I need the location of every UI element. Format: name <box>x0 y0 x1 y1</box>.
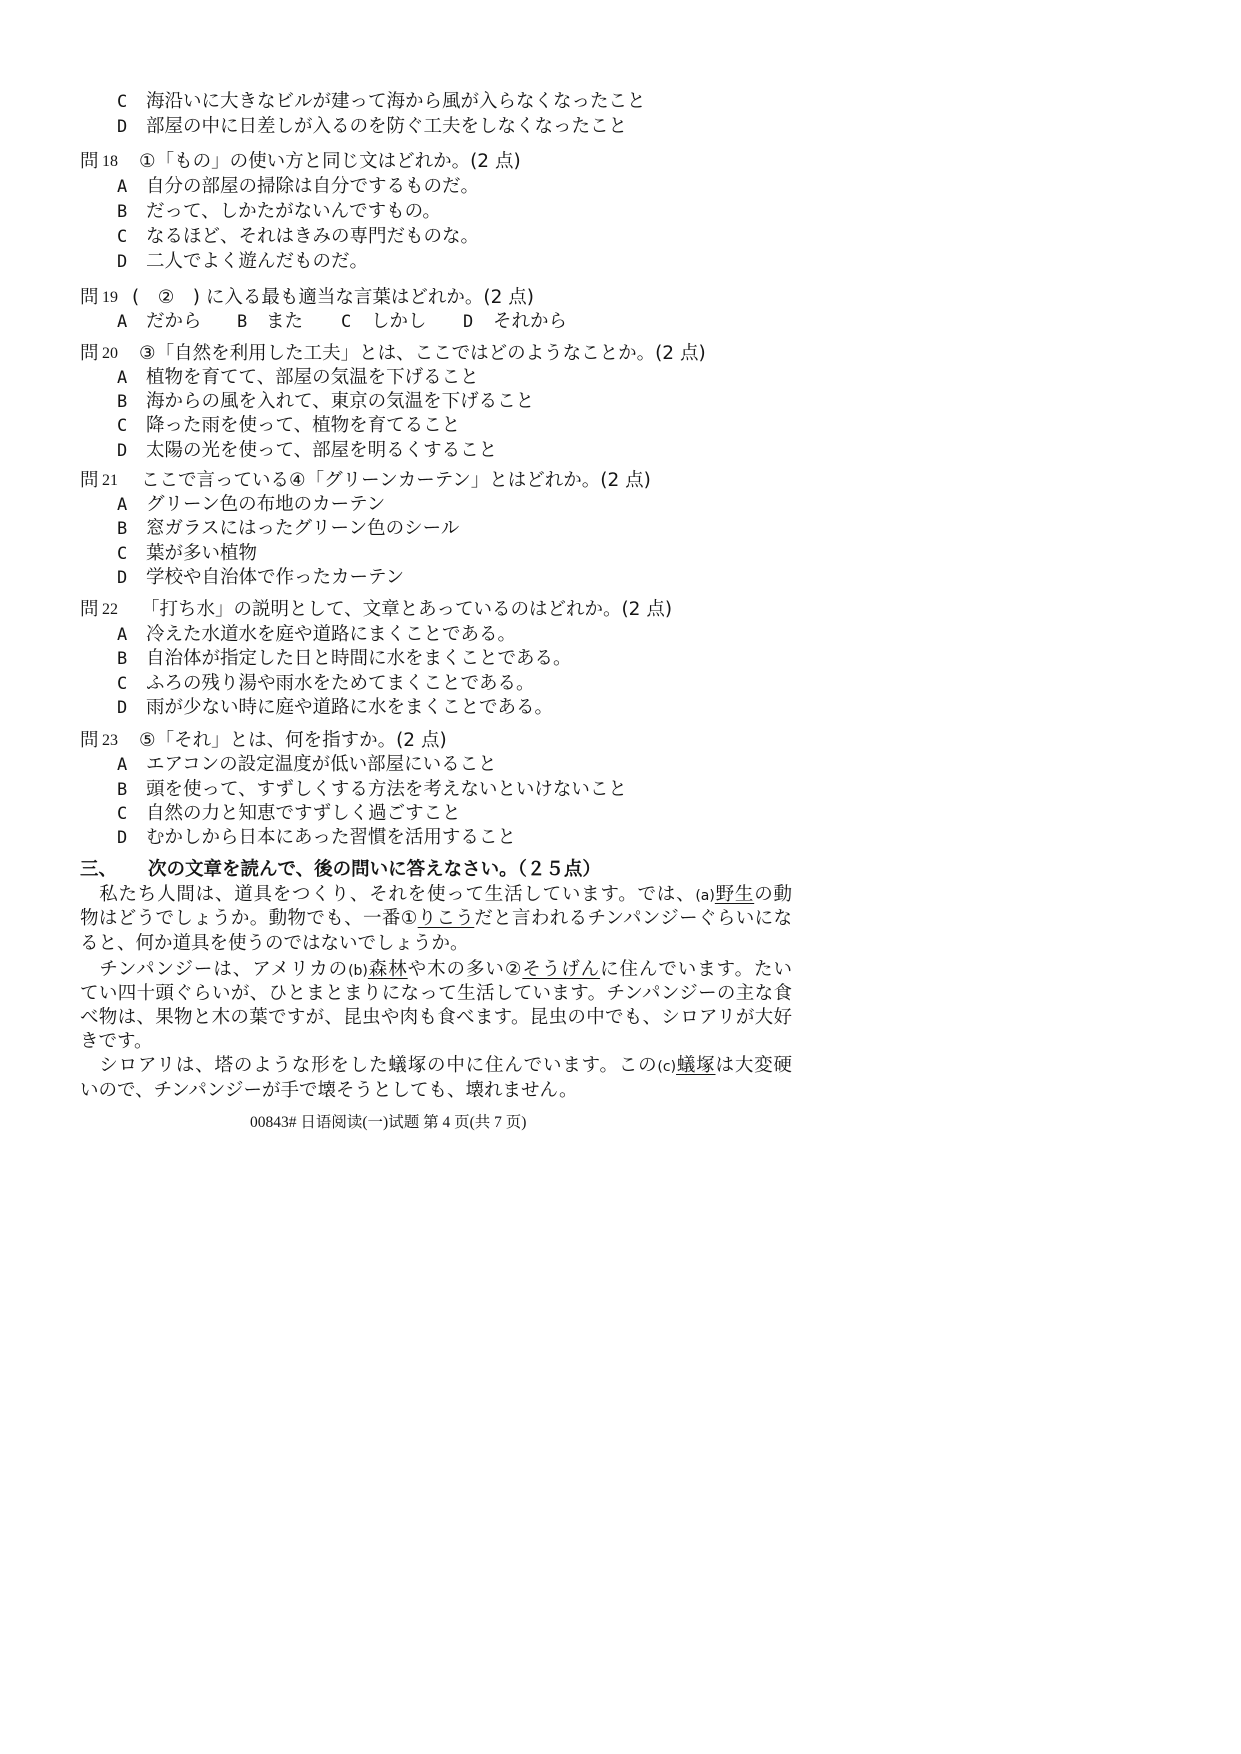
passage-line <box>80 982 792 1006</box>
option-letter: C <box>117 544 128 564</box>
question-number: 18 <box>102 153 118 170</box>
option-text: しかし <box>371 311 427 332</box>
question-header <box>0 150 1241 174</box>
question-header <box>0 469 1241 493</box>
page-footer: 00843# 日语阅读(一)试题 第 4 页(共 7 页) <box>250 1114 527 1131</box>
option-text: また <box>266 311 304 332</box>
underlined-term: 野生 <box>714 884 755 905</box>
option-row <box>0 225 1241 249</box>
option-row <box>0 90 1241 114</box>
passage-text: は大変硬 <box>715 1055 792 1076</box>
passage-text: 物はどうでしょうか。動物でも、一番① <box>80 908 418 929</box>
underlined-term: りこう <box>417 908 475 929</box>
option-letter: D <box>117 568 128 588</box>
option-text: 葉が多い植物 <box>146 543 258 564</box>
question-number: 22 <box>102 601 118 618</box>
passage-text: に住んでいます。たい <box>600 959 792 980</box>
option-letter: A <box>117 177 128 197</box>
passage-text: だと言われるチンパンジーぐらいにな <box>474 908 792 929</box>
option-row <box>0 115 1241 139</box>
question-label: 問 <box>80 599 99 620</box>
question-label: 問 <box>80 730 99 751</box>
passage-line <box>80 1079 792 1103</box>
option-letter: A <box>117 495 128 515</box>
option-letter: B <box>117 780 128 800</box>
option-letter: A <box>117 312 128 332</box>
option-letter: C <box>117 804 128 824</box>
question-label: 問 <box>80 343 99 364</box>
question-label: 問 <box>80 287 99 308</box>
option-letter: D <box>117 828 128 848</box>
option-text: 太陽の光を使って、部屋を明るくすること <box>146 440 498 461</box>
option-text: エアコンの設定温度が低い部屋にいること <box>146 754 497 775</box>
option-letter: D <box>117 698 128 718</box>
option-row <box>0 778 1241 802</box>
option-text: 自治体が指定した日と時間に水をまくことである。 <box>146 648 572 669</box>
option-row <box>0 200 1241 224</box>
option-text: むかしから日本にあった習慣を活用すること <box>146 827 516 848</box>
option-text: だから <box>146 311 202 332</box>
passage-text: シロアリは、塔のような形をした蟻塚の中に住んでいます。この <box>80 1055 658 1076</box>
option-letter: D <box>463 312 474 332</box>
option-row <box>0 753 1241 777</box>
option-row <box>0 250 1241 274</box>
option-text: 学校や自治体で作ったカーテン <box>146 567 405 588</box>
question-header <box>0 342 1241 366</box>
passage-line <box>80 1006 792 1030</box>
option-row <box>0 647 1241 671</box>
passage-line <box>80 1054 792 1078</box>
option-text: 二人でよく遊んだものだ。 <box>146 251 369 272</box>
option-letter: A <box>117 625 128 645</box>
annotation-marker: (a) <box>695 888 715 904</box>
option-letter: B <box>117 392 128 412</box>
passage-line <box>80 958 792 982</box>
option-letter: B <box>237 312 248 332</box>
question-prompt: ここで言っている④「グリーンカーテン」とはどれか。(2 点) <box>141 470 651 491</box>
option-row <box>0 623 1241 647</box>
option-letter: C <box>117 92 128 112</box>
option-text: 頭を使って、すずしくする方法を考えないといけないこと <box>146 779 627 800</box>
option-text: 海沿いに大きなビルが建って海から風が入らなくなったこと <box>146 91 646 112</box>
option-row <box>0 696 1241 720</box>
option-row <box>0 826 1241 850</box>
option-row-inline <box>0 310 1241 334</box>
passage-text: べ物は、果物と木の葉ですが、昆虫や肉も食べます。昆虫の中でも、シロアリが大好 <box>80 1007 792 1028</box>
option-letter: B <box>117 649 128 669</box>
option-text: 部屋の中に日差しが入るのを防ぐ工夫をしなくなったこと <box>146 116 628 137</box>
underlined-term: そうげん <box>522 959 601 980</box>
question-label: 問 <box>80 151 99 172</box>
option-row <box>0 672 1241 696</box>
option-text: それから <box>493 311 568 332</box>
option-letter: D <box>117 441 128 461</box>
question-prompt: ( ② ) に入る最も適当な言葉はどれか。(2 点) <box>132 287 534 308</box>
option-letter: B <box>117 202 128 222</box>
option-text: 海からの風を入れて、東京の気温を下げること <box>146 391 535 412</box>
passage-text: 私たち人間は、道具をつくり、それを使って生活しています。では、 <box>80 884 696 905</box>
question-header <box>0 598 1241 622</box>
question-prompt: 「打ち水」の説明として、文章とあっているのはどれか。(2 点) <box>141 599 673 620</box>
passage-line <box>80 932 792 956</box>
option-text: だって、しかたがないんですもの。 <box>146 201 441 222</box>
passage-line <box>80 907 792 931</box>
annotation-marker: (b) <box>348 963 368 979</box>
question-number: 19 <box>102 289 118 306</box>
option-row <box>0 366 1241 390</box>
option-text: 自然の力と知恵ですずしく過ごすこと <box>146 803 461 824</box>
section-number: 三、 <box>80 859 118 880</box>
option-text: 雨が少ない時に庭や道路に水をまくことである。 <box>146 697 554 718</box>
option-row <box>0 542 1241 566</box>
option-row <box>0 802 1241 826</box>
passage-line <box>80 883 792 907</box>
option-text: 降った雨を使って、植物を育てること <box>146 415 461 436</box>
section-instruction: 次の文章を読んで、後の問いに答えなさい。（２５点） <box>148 859 601 880</box>
option-text: 植物を育てて、部屋の気温を下げること <box>146 367 479 388</box>
option-letter: A <box>117 755 128 775</box>
passage-text: ると、何か道具を使うのではないでしょうか。 <box>80 933 469 954</box>
question-number: 21 <box>102 472 118 489</box>
option-text: 冷えた水道水を庭や道路にまくことである。 <box>146 624 517 645</box>
question-number: 23 <box>102 732 118 749</box>
passage-line <box>80 1030 792 1054</box>
passage-text: てい四十頭ぐらいが、ひとまとまりになって生活しています。チンパンジーの主な食 <box>80 983 792 1004</box>
underlined-term: 森林 <box>367 959 408 980</box>
passage-text: チンパンジーは、アメリカの <box>80 959 349 980</box>
question-prompt: ①「もの」の使い方と同じ文はどれか。(2 点) <box>139 151 521 172</box>
option-row <box>0 439 1241 463</box>
option-row <box>0 175 1241 199</box>
underlined-term: 蟻塚 <box>676 1055 716 1076</box>
option-row <box>0 414 1241 438</box>
option-text: ふろの残り湯や雨水をためてまくことである。 <box>146 673 535 694</box>
passage-text: の動 <box>754 884 792 905</box>
option-letter: D <box>117 117 128 137</box>
option-letter: C <box>341 312 352 332</box>
option-row <box>0 390 1241 414</box>
option-letter: C <box>117 674 128 694</box>
option-text: グリーン色の布地のカーテン <box>146 494 386 515</box>
option-letter: B <box>117 519 128 539</box>
option-row <box>0 493 1241 517</box>
question-label: 問 <box>80 470 99 491</box>
option-letter: D <box>117 252 128 272</box>
passage-text: や木の多い② <box>407 959 523 980</box>
passage-text: いので、チンパンジーが手で壊そうとしても、壊れません。 <box>80 1080 578 1101</box>
annotation-marker: (c) <box>657 1059 677 1075</box>
question-number: 20 <box>102 345 118 362</box>
question-prompt: ⑤「それ」とは、何を指すか。(2 点) <box>139 730 447 751</box>
option-text: 窓ガラスにはったグリーン色のシール <box>146 518 460 539</box>
option-row <box>0 566 1241 590</box>
option-row <box>0 517 1241 541</box>
option-letter: A <box>117 368 128 388</box>
passage-text: きです。 <box>80 1031 153 1052</box>
question-header <box>0 729 1241 753</box>
section-heading <box>0 858 1241 882</box>
question-prompt: ③「自然を利用した工夫」とは、ここではどのようなことか。(2 点) <box>139 343 706 364</box>
option-letter: C <box>117 416 128 436</box>
option-letter: C <box>117 227 128 247</box>
option-text: なるほど、それはきみの専門だものな。 <box>146 226 480 247</box>
option-text: 自分の部屋の掃除は自分でするものだ。 <box>146 176 480 197</box>
question-header <box>0 286 1241 310</box>
